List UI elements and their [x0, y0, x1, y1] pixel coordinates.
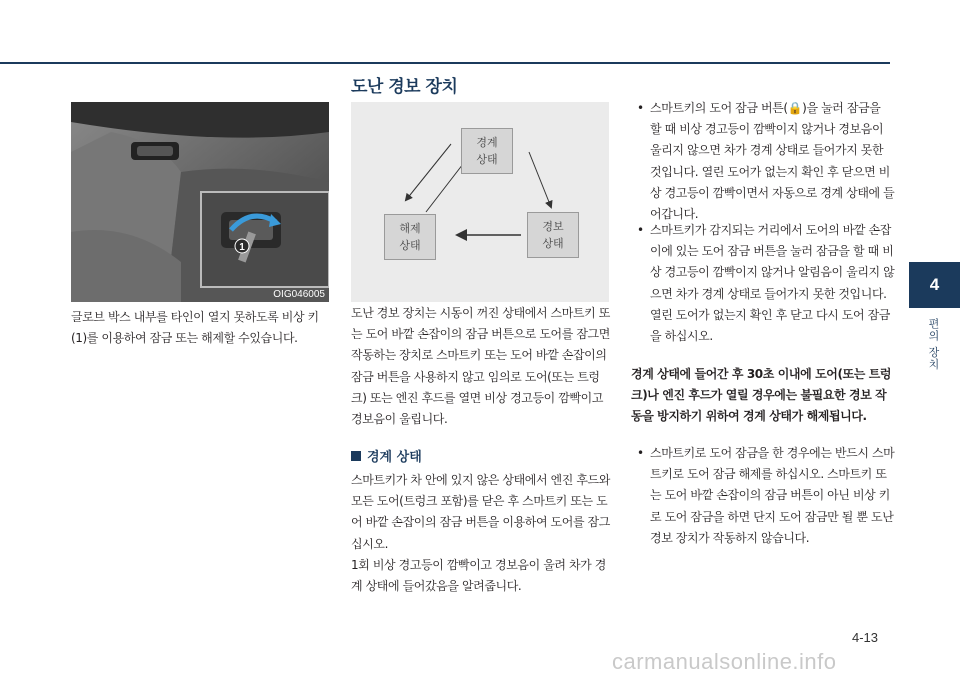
arrow-armed-to-alarm	[529, 152, 551, 207]
arrow-armed-to-disarmed	[406, 144, 451, 200]
state-alarm: 경보 상태	[527, 212, 579, 258]
bullet-dot-icon: •	[637, 101, 644, 115]
state-disarmed: 해제 상태	[384, 214, 436, 260]
square-bullet-icon	[351, 451, 361, 461]
state-diagram	[351, 102, 609, 302]
bullet-item-1: • 스마트키의 도어 잠금 버튼(🔒)을 눌러 잠금을 할 때 비상 경고등이 깜빡이지 않거나 경보음이 울리지 않으면 차가 경계 상태로 들어가지 못한 것입니다. 열린 도어가 없는지 확인 후 닫으면 비상 경고등이 깜빡이면서 자동으로 경계 상태에 들어갑니다.	[650, 98, 895, 225]
armed-paragraph: 스마트키가 차 안에 있지 않은 상태에서 엔진 후드와 모든 도어(트렁크 포함)를 닫은 후 스마트키 또는 도어 바깥 손잡이의 잠금 버튼을 이용하여 도어를 잠그십시오. 1회 비상 경고등이 깜빡이고 경보음이 울려 차가 경계 상태에 들어갔음을 알려줍니다.	[351, 473, 610, 594]
glovebox-illustration	[71, 102, 329, 302]
bullet-dot-icon: •	[637, 446, 644, 460]
bullet-item-3: • 스마트키로 도어 잠금을 한 경우에는 반드시 스마트키로 도어 잠금 해제를 하십시오. 스마트키 또는 도어 바깥 손잡이의 잠금 버튼이 아닌 비상 키로 도어 잠금을 하면 단지 도어 잠금만 될 뿐 도난 경보 장치가 작동하지 않습니다.	[650, 443, 895, 549]
photo-caption: 글로브 박스 내부를 타인이 열지 못하도록 비상 키 (1)를 이용하여 잠금 또는 해제할 수있습니다.	[71, 310, 319, 346]
arrow-disarmed-to-armed	[426, 164, 463, 212]
chapter-tab[interactable]: 4	[909, 262, 960, 308]
watermark: carmanualsonline.info	[612, 649, 837, 674]
warning-note: 경계 상태에 들어간 후 30초 이내에 도어(또는 트렁크)나 엔진 후드가 열릴 경우에는 불필요한 경보 작동을 방지하기 위하여 경계 상태가 해제됩니다.	[631, 367, 892, 424]
image-code: OIG046005	[273, 289, 325, 300]
callout-1: 1	[239, 242, 245, 253]
header-rule	[0, 62, 890, 64]
glovebox-photo	[71, 102, 329, 302]
page-number: 4-13	[852, 630, 879, 645]
bullet-item-2: • 스마트키가 감지되는 거리에서 도어의 바깥 손잡이에 있는 도어 잠금 버튼을 눌러 잠금을 할 때 비상 경고등이 깜빡이지 않거나 알림음이 울리지 않으면 차가 경계 상태로 들어가지 못한 것입니다. 열린 도어가 없는지 확인 후 닫고 다시 도어 잠금을 하십시오.	[650, 220, 895, 347]
section-title: 도난 경보 장치	[351, 77, 458, 97]
bullet-dot-icon: •	[637, 223, 644, 237]
chapter-label: 편의 장치	[927, 318, 940, 371]
subheading-armed: 경계 상태	[351, 446, 422, 465]
state-armed: 경계 상태	[461, 128, 513, 174]
intro-paragraph: 도난 경보 장치는 시동이 꺼진 상태에서 스마트키 또는 도어 바깥 손잡이의 잠금 버튼으로 도어를 잠그면 작동하는 장치로 스마트키 또는 도어 바깥 손잡이의 잠금 버튼을 사용하지 않고 임의로 도어(또는 트렁크) 또는 엔진 후드를 열면 비상 경고등이 깜빡이고 경보음이 울립니다.	[351, 306, 610, 427]
